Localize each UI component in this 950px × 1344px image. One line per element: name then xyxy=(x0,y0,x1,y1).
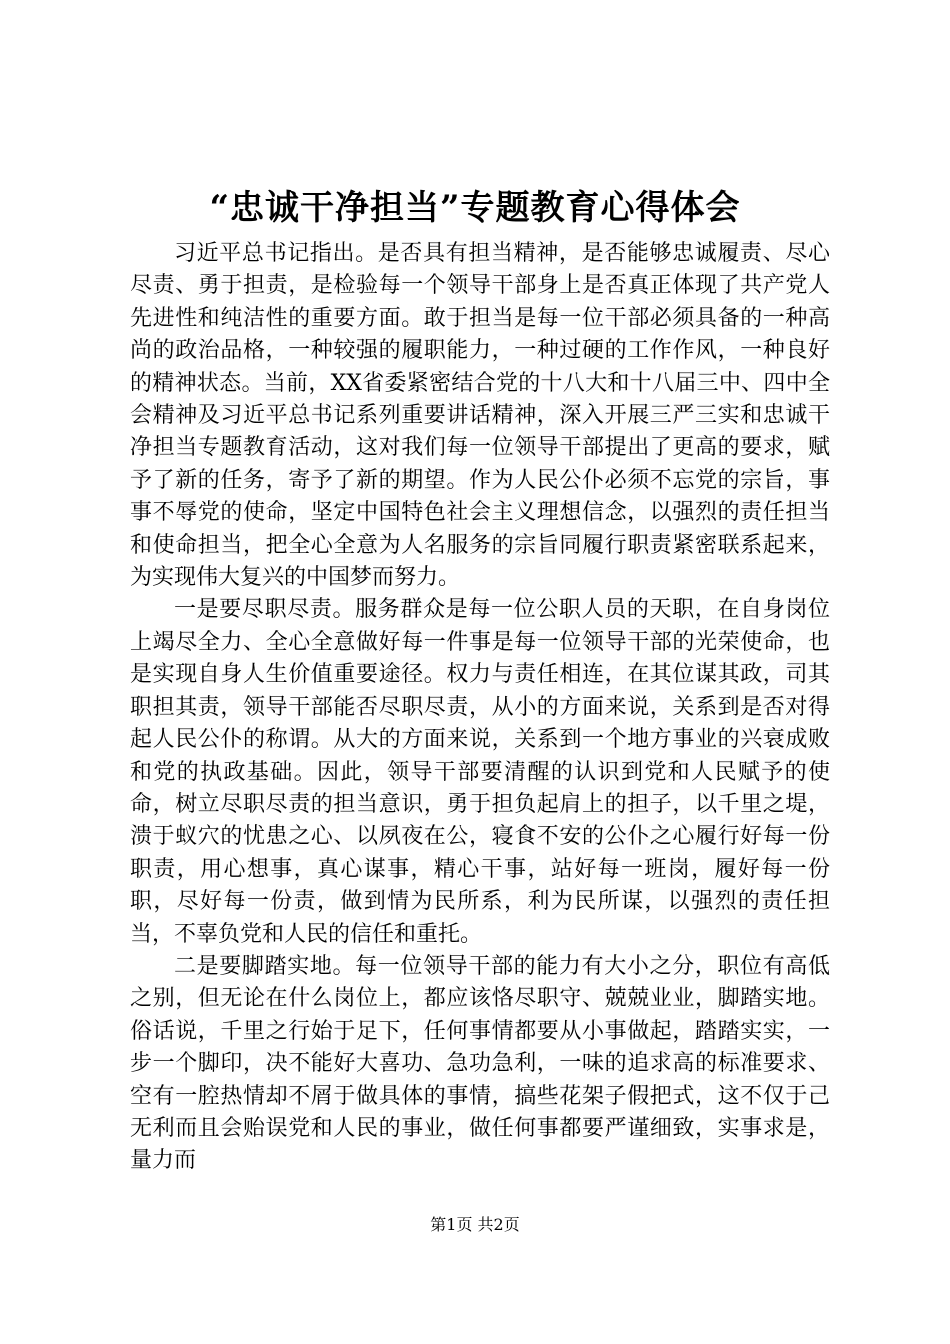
paragraph-point-two: 二是要脚踏实地。每一位领导干部的能力有大小之分，职位有高低之别，但无论在什么岗位上，都应该恪尽职守、兢兢业业，脚踏实地。俗话说，千里之行始于足下，任何事情都要从小事做起，踏踏实实，一步一个脚印，决不能好大喜功、急功急利，一味的追求高的标准要求、空有一腔热情却不屑于做具体的事情，搞些花架子假把式，这不仅于己无利而且会贻误党和人民的事业，做任何事都要严谨细致，实事求是，量力而 xyxy=(130,953,830,1174)
document-title: “忠诚干净担当”专题教育心得体会 xyxy=(209,188,741,228)
document-body xyxy=(130,238,830,1178)
paragraph-point-one: 一是要尽职尽责。服务群众是每一位公职人员的天职，在自身岗位上竭尽全力、全心全意做好每一件事是每一位领导干部的光荣使命，也是实现自身人生价值重要途径。权力与责任相连，在其位谋其政，司其职担其责，领导干部能否尽职尽责，从小的方面来说，关系到是否对得起人民公仆的称谓。从大的方面来说，关系到一个地方事业的兴衰成败和党的执政基础。因此，领导干部要清醒的认识到党和人民赋予的使命，树立尽职尽责的担当意识，勇于担负起肩上的担子，以千里之堤，溃于蚁穴的忧患之心、以夙夜在公，寝食不安的公仆之心履行好每一份职责，用心想事，真心谋事，精心干事，站好每一班岗，履好每一份职，尽好每一份责，做到情为民所系，利为民所谋，以强烈的责任担当，不辜负党和人民的信任和重托。 xyxy=(130,597,830,947)
paragraph-intro: 习近平总书记指出。是否具有担当精神，是否能够忠诚履责、尽心尽责、勇于担责，是检验每一个领导干部身上是否真正体现了共产党人先进性和纯洁性的重要方面。敢于担当是每一位干部必须具备的一种高尚的政治品格，一种较强的履职能力，一种过硬的工作作风，一种良好的精神状态。当前，XX省委紧密结合党的十八大和十八届三中、四中全会精神及习近平总书记系列重要讲话精神，深入开展三严三实和忠诚干净担当专题教育活动，这对我们每一位领导干部提出了更高的要求，赋予了新的任务，寄予了新的期望。作为人民公仆必须不忘党的宗旨，事事不辱党的使命，坚定中国特色社会主义理想信念，以强烈的责任担当和使命担当，把全心全意为人名服务的宗旨同履行职责紧密联系起来，为实现伟大复兴的中国梦而努力。 xyxy=(130,241,830,591)
page-number-footer: 第1页 共2页 xyxy=(430,1215,520,1234)
